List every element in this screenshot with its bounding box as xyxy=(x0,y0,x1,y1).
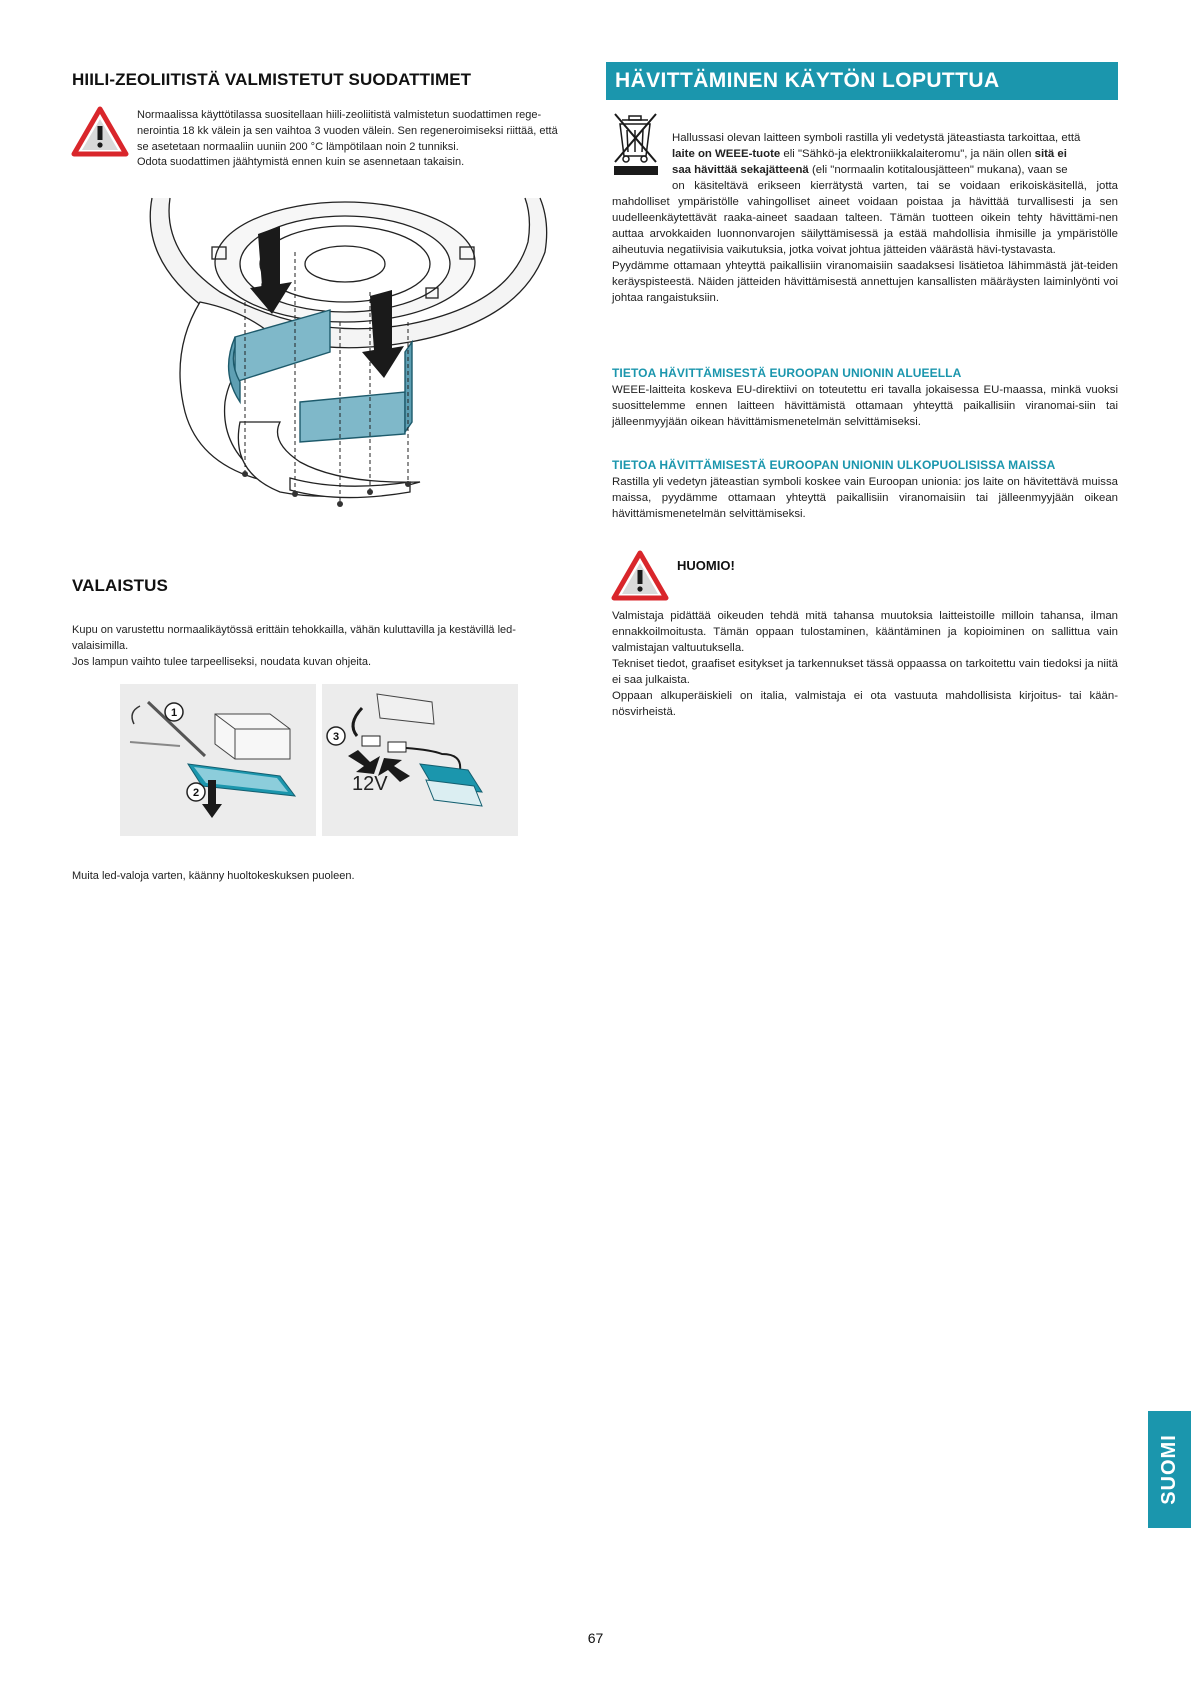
disposal-banner: HÄVITTÄMINEN KÄYTÖN LOPUTTUA xyxy=(606,62,1118,100)
led-removal-panel xyxy=(120,684,316,836)
notice-heading: HUOMIO! xyxy=(677,558,735,573)
filter-line: Normaalissa käyttötilassa suositellaan hiili-zeoliitistä valmistetun suodattimen rege- xyxy=(137,109,542,121)
weee-contact: Pyydämme ottamaan yhteyttä paikallisiin viranomaisiin saadaksesi lisätietoa lähimmästä jät-teiden keräyspisteestä. Näiden jätteiden hävittämisestä annettujen kansallisten määräysten laiminlyönti voi johtaa rangaistuksiin. xyxy=(612,260,1118,304)
voltage-label: 12V xyxy=(352,773,388,795)
lighting-section-text xyxy=(72,622,582,670)
lighting-line: valaisimilla. xyxy=(72,640,129,652)
hood-filter-illustration xyxy=(140,192,560,542)
lighting-line: Kupu on varustettu normaalikäytössä erittäin tehokkailla, vähän kuluttavilla ja kestävillä led- xyxy=(72,624,516,636)
step-label-3: 3 xyxy=(332,731,340,743)
non-eu-section-heading: TIETOA HÄVITTÄMISESTÄ EUROOPAN UNIONIN ULKOPUOLISISSA MAISSA xyxy=(612,458,1056,472)
notice-warning-icon xyxy=(611,550,669,602)
notice-paragraph: Tekniset tiedot, graafiset esitykset ja tarkennukset tässä oppaassa on tarkoitettu vain tiedoksi ja niitä ei saa julkaista. xyxy=(612,658,1118,686)
language-side-tab xyxy=(1148,1411,1191,1528)
filter-line: Odota suodattimen jäähtymistä ennen kuin se asennetaan takaisin. xyxy=(137,156,465,169)
weee-mid-1: eli "Sähkö-ja elektroniikkalaiteromu", ja näin ollen xyxy=(780,148,1035,160)
filter-section-heading: HIILI-ZEOLIITISTÄ VALMISTETUT SUODATTIMET xyxy=(72,70,472,89)
weee-bold-not: sitä ei xyxy=(1034,148,1067,160)
weee-rest: on käsiteltävä erikseen kierrätystä varten, tai se voidaan erikoiskäsitellä, jotta mahdolliset ympäristölle vahingolliset aineet voidaan poistaa ja hävittää turvallisesti ja sen uudelleenkäytettävät raaka-aineet saadaan talteen. Tämän tuotteen oikein tehty hävittämi-nen auttaa arvokkaiden luonnonvarojen säilyttämisessä ja estää mahdollisia ihmisille ja ympäristölle aiheutuvia negatiivisia vaikutuksia, jotka voivat johtua jätteiden väärästä hävi-tystavasta. xyxy=(612,180,1118,256)
filter-line: se asetetaan normaaliin uuniin 200 °C lämpötilaan noin 2 tunniksi. xyxy=(137,140,459,153)
notice-paragraph: Oppaan alkuperäiskieli on italia, valmistaja ei ota vastuuta mahdollisista kirjoitus- tai kään-nösvirheistä. xyxy=(612,690,1118,718)
led-connector-illustration xyxy=(322,684,518,836)
non-eu-section-text: Rastilla yli vedetyn jäteastian symboli koskee vain Euroopan unionia: jos laite on hävitettävä muissa maissa, pyydämme ottamaan yhteyttä paikallisiin viranomaisiin tai jälleenmyyjään oikean hävittämismenetelmän selvittämiseksi. xyxy=(612,476,1118,520)
filter-line: nerointia 18 kk välein ja sen vaihtoa 3 vuoden välein. Sen regeneroimiseksi riittää, että xyxy=(137,124,558,137)
language-tab-label: SUOMI xyxy=(1158,1434,1180,1505)
weee-paragraph xyxy=(612,130,1118,306)
weee-mid-2: (eli "normaalin kotitalousjätteen" mukana), vaan se xyxy=(808,164,1068,176)
notice-paragraph: Valmistaja pidättää oikeuden tehdä mitä tahansa muutoksia laitteistoille milloin tahansa, ilman ennakkoilmoitusta. Tämän oppaan tulostaminen, kääntäminen ja kopioiminen on sallittua vain valmistajan valtuutuksella. xyxy=(612,610,1118,654)
lighting-line: Jos lampun vaihto tulee tarpeelliseksi, noudata kuvan ohjeita. xyxy=(72,656,372,668)
warning-triangle-icon xyxy=(71,106,129,158)
filter-section-text xyxy=(137,108,577,171)
eu-section-text: WEEE-laitteita koskeva EU-direktiivi on toteutettu eri tavalla jokaisessa EU-maassa, minkä vuoksi suosittelemme ennen laitteen hävittämistä ottamaan yhteyttä paikallisiin viranomai-siin tai jälleenmyyjään oikean hävittämismenetelmän selvittämiseksi. xyxy=(612,384,1118,428)
weee-intro: Hallussasi olevan laitteen symboli rastilla yli vedetystä jäteastiasta tarkoittaa, että xyxy=(672,132,1081,144)
led-service-note: Muita led-valoja varten, käänny huoltokeskuksen puoleen. xyxy=(72,870,355,882)
page-number: 67 xyxy=(587,1630,604,1646)
eu-section-heading: TIETOA HÄVITTÄMISESTÄ EUROOPAN UNIONIN ALUEELLA xyxy=(612,366,962,380)
step-label-2: 2 xyxy=(192,787,200,799)
led-connector-panel xyxy=(322,684,518,836)
weee-bold-mixed-waste: saa hävittää sekajätteenä xyxy=(672,164,809,176)
step-label-1: 1 xyxy=(170,707,178,719)
led-removal-illustration xyxy=(120,684,316,836)
notice-text xyxy=(612,608,1118,720)
weee-bold-product: laite on WEEE-tuote xyxy=(672,148,781,160)
lighting-section-heading: VALAISTUS xyxy=(72,576,168,595)
